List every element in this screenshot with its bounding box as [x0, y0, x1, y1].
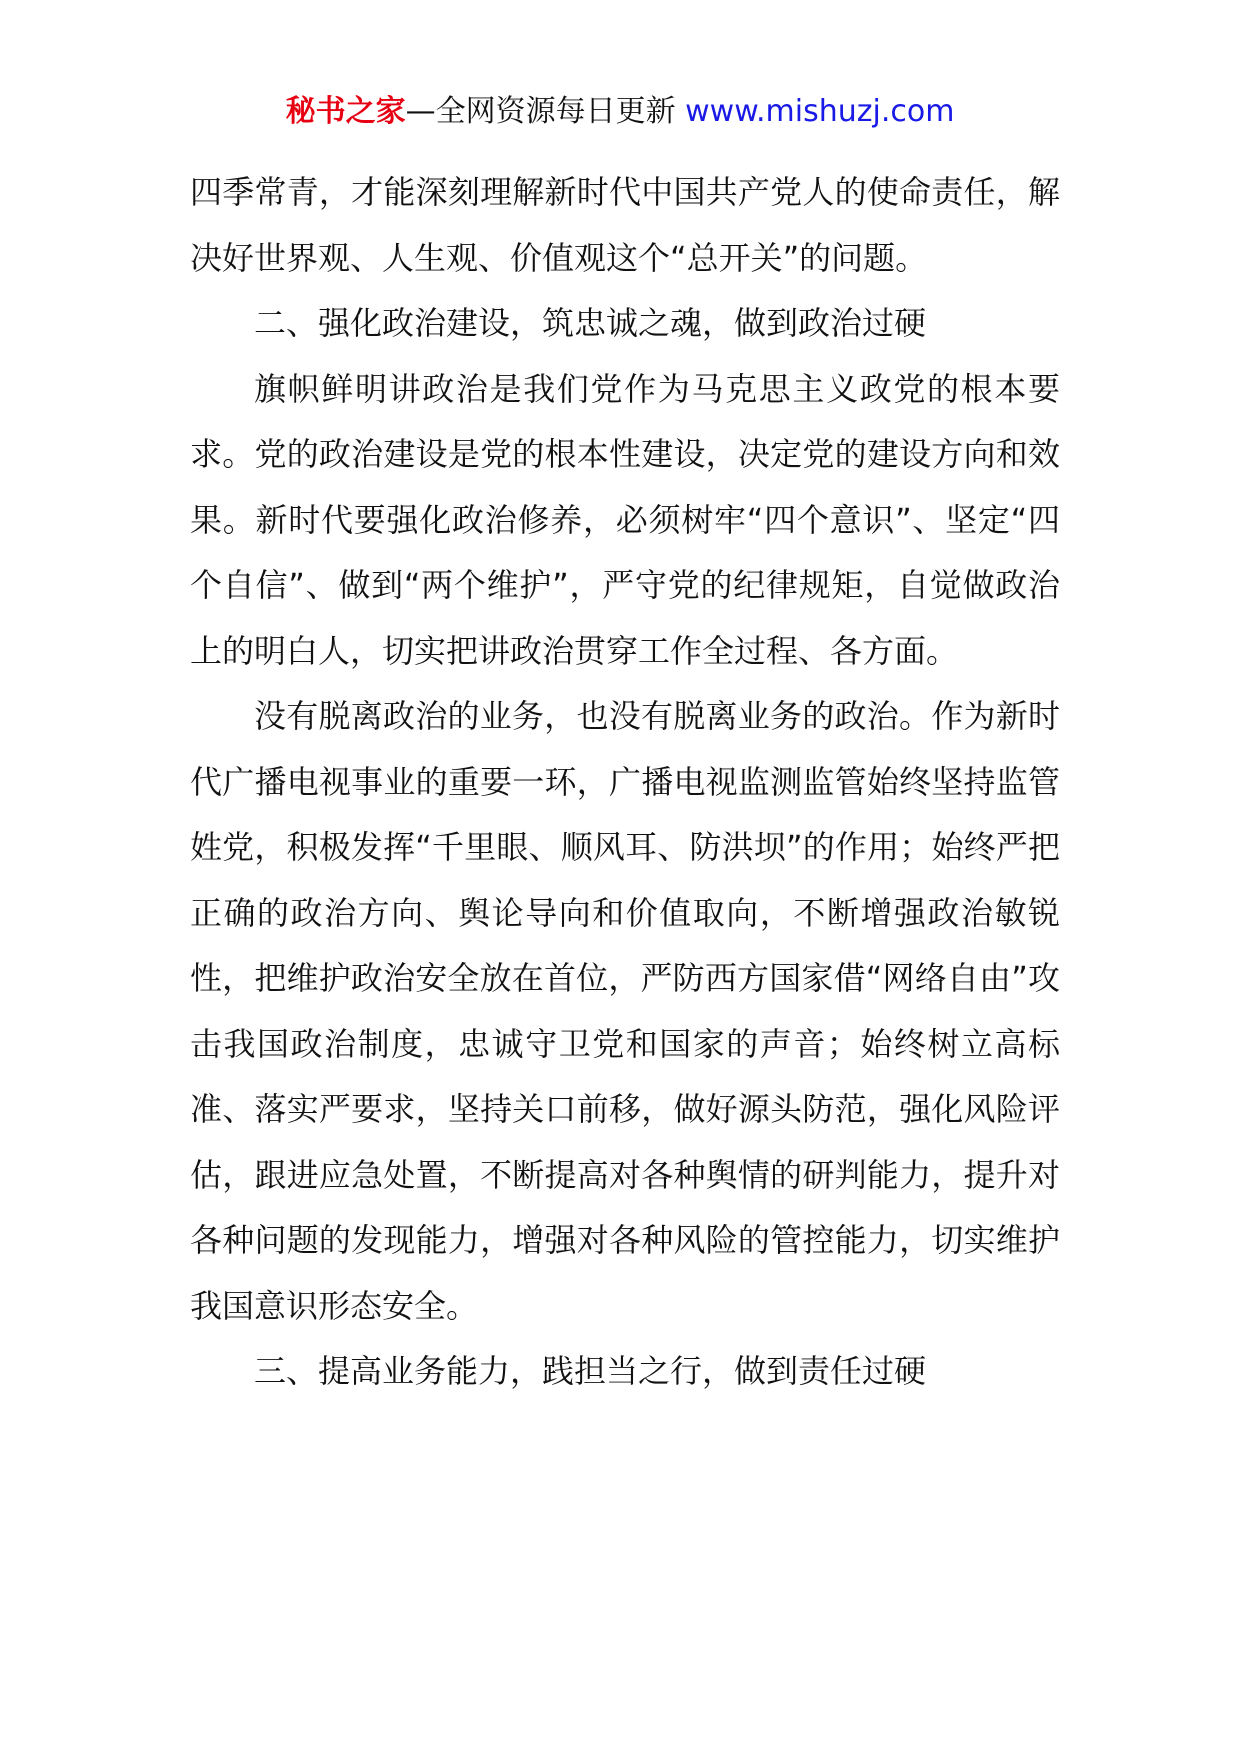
site-header: [0, 90, 1240, 134]
section-heading-3: 三、提高业务能力，践担当之行，做到责任过硬: [254, 1352, 927, 1390]
header-tagline: —全网资源每日更新: [405, 94, 676, 129]
site-url-link[interactable]: www.mishuzj.com: [685, 94, 955, 129]
paragraph-political-1: 旗帜鲜明讲政治是我们党作为马克思主义政党的根本要求。党的政治建设是党的根本性建设，决定党的建设方向和效果。新时代要强化政治修养，必须树牢“四个意识”、坚定“四个自信”、做到“两个维护”，严守党的纪律规矩，自觉做政治上的明白人，切实把讲政治贯穿工作全过程、各方面。: [190, 369, 1060, 670]
paragraph-political-2: 没有脱离政治的业务，也没有脱离业务的政治。作为新时代广播电视事业的重要一环，广播电视监测监管始终坚持监管姓党，积极发挥“千里眼、顺风耳、防洪坝”的作用；始终严把正确的政治方向、舆论导向和价值取向，不断增强政治敏锐性，把维护政治安全放在首位，严防西方国家借“网络自由”攻击我国政治制度，忠诚守卫党和国家的声音；始终树立高标准、落实严要求，坚持关口前移，做好源头防范，强化风险评估，跟进应急处置，不断提高对各种舆情的研判能力，提升对各种问题的发现能力，增强对各种风险的管控能力，切实维护我国意识形态安全。: [190, 697, 1060, 1325]
brand-name: 秘书之家: [285, 94, 406, 129]
section-heading-2: 二、强化政治建设，筑忠诚之魂，做到政治过硬: [254, 304, 927, 342]
document-body: [190, 160, 1060, 1405]
paragraph-continued: 四季常青，才能深刻理解新时代中国共产党人的使命责任，解决好世界观、人生观、价值观这个“总开关”的问题。: [190, 173, 1060, 277]
